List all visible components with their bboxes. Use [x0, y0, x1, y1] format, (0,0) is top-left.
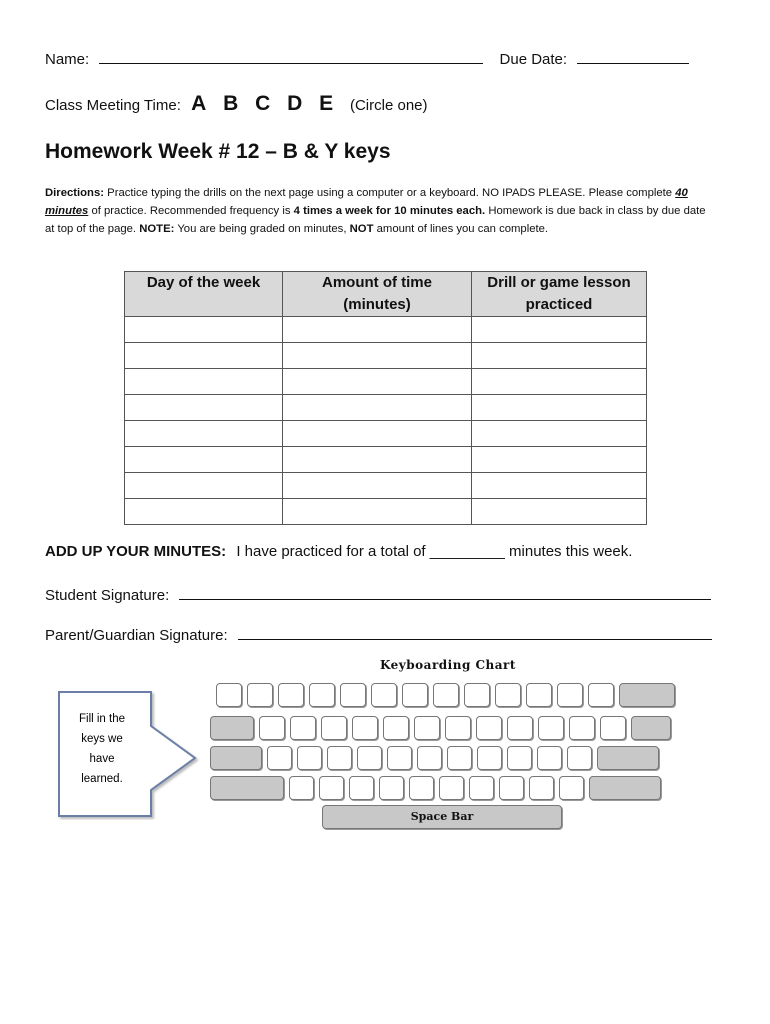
key[interactable] [464, 683, 490, 707]
key[interactable] [529, 776, 554, 800]
total-label: ADD UP YOUR MINUTES: [45, 543, 227, 560]
key[interactable] [526, 683, 552, 707]
parent-signature-row [45, 624, 712, 644]
lesson-cell[interactable] [472, 369, 647, 395]
total-text-before: I have practiced for a total of [236, 543, 426, 560]
backspace-key[interactable] [619, 683, 675, 707]
due-date-label: Due Date: [499, 51, 568, 68]
callout-line-2: keys we [81, 733, 123, 745]
circle-one-note: (Circle one) [349, 97, 428, 114]
day-cell[interactable] [125, 395, 283, 421]
header-drill-lesson [472, 272, 647, 317]
key[interactable] [469, 776, 494, 800]
key[interactable] [439, 776, 464, 800]
table-row [125, 317, 647, 343]
name-label: Name: [45, 51, 90, 68]
key[interactable] [495, 683, 521, 707]
day-cell[interactable] [125, 473, 283, 499]
directions-text-1: Practice typing the drills on the next page using a computer or a keyboard. NO IPADS PLEASE. Please complete [107, 187, 673, 199]
tab-key[interactable] [210, 716, 254, 740]
keyboard-row-3 [210, 746, 659, 770]
key[interactable] [557, 683, 583, 707]
table-row [125, 369, 647, 395]
lesson-cell[interactable] [472, 421, 647, 447]
callout-line-1: Fill in the [78, 713, 126, 725]
callout-line-3: have [89, 753, 115, 765]
class-option-b[interactable]: B [223, 92, 240, 115]
key[interactable] [387, 746, 412, 770]
table-header-row [125, 272, 647, 317]
header-drill-text: Drill or game lesson practiced [487, 274, 631, 313]
time-cell[interactable] [283, 421, 472, 447]
key[interactable] [402, 683, 428, 707]
day-cell[interactable] [125, 421, 283, 447]
directions-text-3: Homework is due back in class by due date at top of the page. [45, 205, 706, 235]
lesson-cell[interactable] [472, 395, 647, 421]
right-shift-key[interactable] [589, 776, 661, 800]
parent-signature-label: Parent/Guardian Signature: [45, 627, 228, 644]
key[interactable] [289, 776, 314, 800]
key[interactable] [357, 746, 382, 770]
table-row [125, 421, 647, 447]
lesson-cell[interactable] [472, 317, 647, 343]
key[interactable] [267, 746, 292, 770]
directions-frequency: 4 times a week for 10 minutes each. [293, 205, 486, 217]
key[interactable] [340, 683, 366, 707]
key[interactable] [433, 683, 459, 707]
class-option-e[interactable]: E [319, 92, 335, 115]
directions-note-label: NOTE: [139, 223, 175, 235]
header-amount-text: Amount of time (minutes) [322, 274, 432, 313]
table-row [125, 343, 647, 369]
lesson-cell[interactable] [472, 499, 647, 525]
key[interactable] [499, 776, 524, 800]
key[interactable] [297, 746, 322, 770]
class-letter-options [191, 92, 350, 115]
directions-text-5: amount of lines you can complete. [376, 223, 549, 235]
name-row [45, 48, 689, 68]
header-day-of-week: Day of the week [125, 272, 283, 317]
key[interactable] [259, 716, 285, 740]
total-minutes-blank[interactable]: _________ [429, 543, 505, 560]
directions-text-2: of practice. Recommended frequency is [91, 205, 291, 217]
key[interactable] [309, 683, 335, 707]
header-amount-of-time [283, 272, 472, 317]
time-cell[interactable] [283, 343, 472, 369]
key[interactable] [477, 746, 502, 770]
student-signature-label: Student Signature: [45, 587, 170, 604]
keyboard-row-4 [210, 776, 661, 800]
keyboarding-chart-title: Keyboarding Chart [380, 658, 516, 672]
practice-log-table [124, 271, 647, 525]
day-cell[interactable] [125, 317, 283, 343]
class-option-a[interactable]: A [191, 92, 208, 115]
enter-key[interactable] [597, 746, 659, 770]
key[interactable] [349, 776, 374, 800]
directions-not: NOT [349, 223, 374, 235]
key[interactable] [569, 716, 595, 740]
key[interactable] [319, 776, 344, 800]
fill-in-keys-callout [55, 690, 200, 820]
key[interactable] [507, 746, 532, 770]
parent-signature-field[interactable] [238, 624, 712, 640]
key[interactable] [379, 776, 404, 800]
class-meeting-label: Class Meeting Time: [45, 97, 181, 114]
key[interactable] [216, 683, 242, 707]
time-cell[interactable] [283, 499, 472, 525]
directions-minutes: 40 minutes [45, 187, 688, 217]
due-date-field[interactable] [577, 48, 689, 64]
key[interactable] [352, 716, 378, 740]
key[interactable] [559, 776, 584, 800]
keyboard-row-2 [210, 716, 671, 740]
lesson-cell[interactable] [472, 447, 647, 473]
directions-paragraph [45, 184, 717, 238]
class-option-c[interactable]: C [255, 92, 272, 115]
table-row [125, 447, 647, 473]
key[interactable] [600, 716, 626, 740]
page-title: Homework Week # 12 – B & Y keys [45, 140, 391, 163]
table-row [125, 395, 647, 421]
key[interactable] [383, 716, 409, 740]
key[interactable] [447, 746, 472, 770]
key[interactable] [321, 716, 347, 740]
day-cell[interactable] [125, 343, 283, 369]
key[interactable] [567, 746, 592, 770]
key[interactable] [290, 716, 316, 740]
day-cell[interactable] [125, 447, 283, 473]
key[interactable] [537, 746, 562, 770]
key[interactable] [476, 716, 502, 740]
key[interactable] [507, 716, 533, 740]
caps-lock-key[interactable] [210, 746, 262, 770]
callout-line-4: learned. [81, 773, 123, 785]
left-shift-key[interactable] [210, 776, 284, 800]
key[interactable] [445, 716, 471, 740]
time-cell[interactable] [283, 317, 472, 343]
class-option-d[interactable]: D [287, 92, 304, 115]
time-cell[interactable] [283, 447, 472, 473]
key[interactable] [409, 776, 434, 800]
class-meeting-row [45, 92, 428, 116]
day-cell[interactable] [125, 499, 283, 525]
backslash-key[interactable] [631, 716, 671, 740]
key[interactable] [538, 716, 564, 740]
lesson-cell[interactable] [472, 473, 647, 499]
space-bar-key[interactable]: Space Bar [322, 805, 562, 829]
table-row [125, 473, 647, 499]
student-signature-field[interactable] [179, 584, 711, 600]
directions-label: Directions: [45, 187, 105, 199]
time-cell[interactable] [283, 395, 472, 421]
day-cell[interactable] [125, 369, 283, 395]
key[interactable] [414, 716, 440, 740]
key[interactable] [371, 683, 397, 707]
lesson-cell[interactable] [472, 343, 647, 369]
key[interactable] [417, 746, 442, 770]
directions-text-4: You are being graded on minutes, [177, 223, 347, 235]
time-cell[interactable] [283, 369, 472, 395]
key[interactable] [327, 746, 352, 770]
key[interactable] [247, 683, 273, 707]
key[interactable] [278, 683, 304, 707]
time-cell[interactable] [283, 473, 472, 499]
key[interactable] [588, 683, 614, 707]
total-text-after: minutes this week. [509, 543, 633, 560]
student-signature-row [45, 584, 711, 604]
total-minutes-row [45, 543, 632, 560]
table-row [125, 499, 647, 525]
name-field[interactable] [99, 48, 483, 64]
keyboard-row-1 [216, 683, 675, 707]
